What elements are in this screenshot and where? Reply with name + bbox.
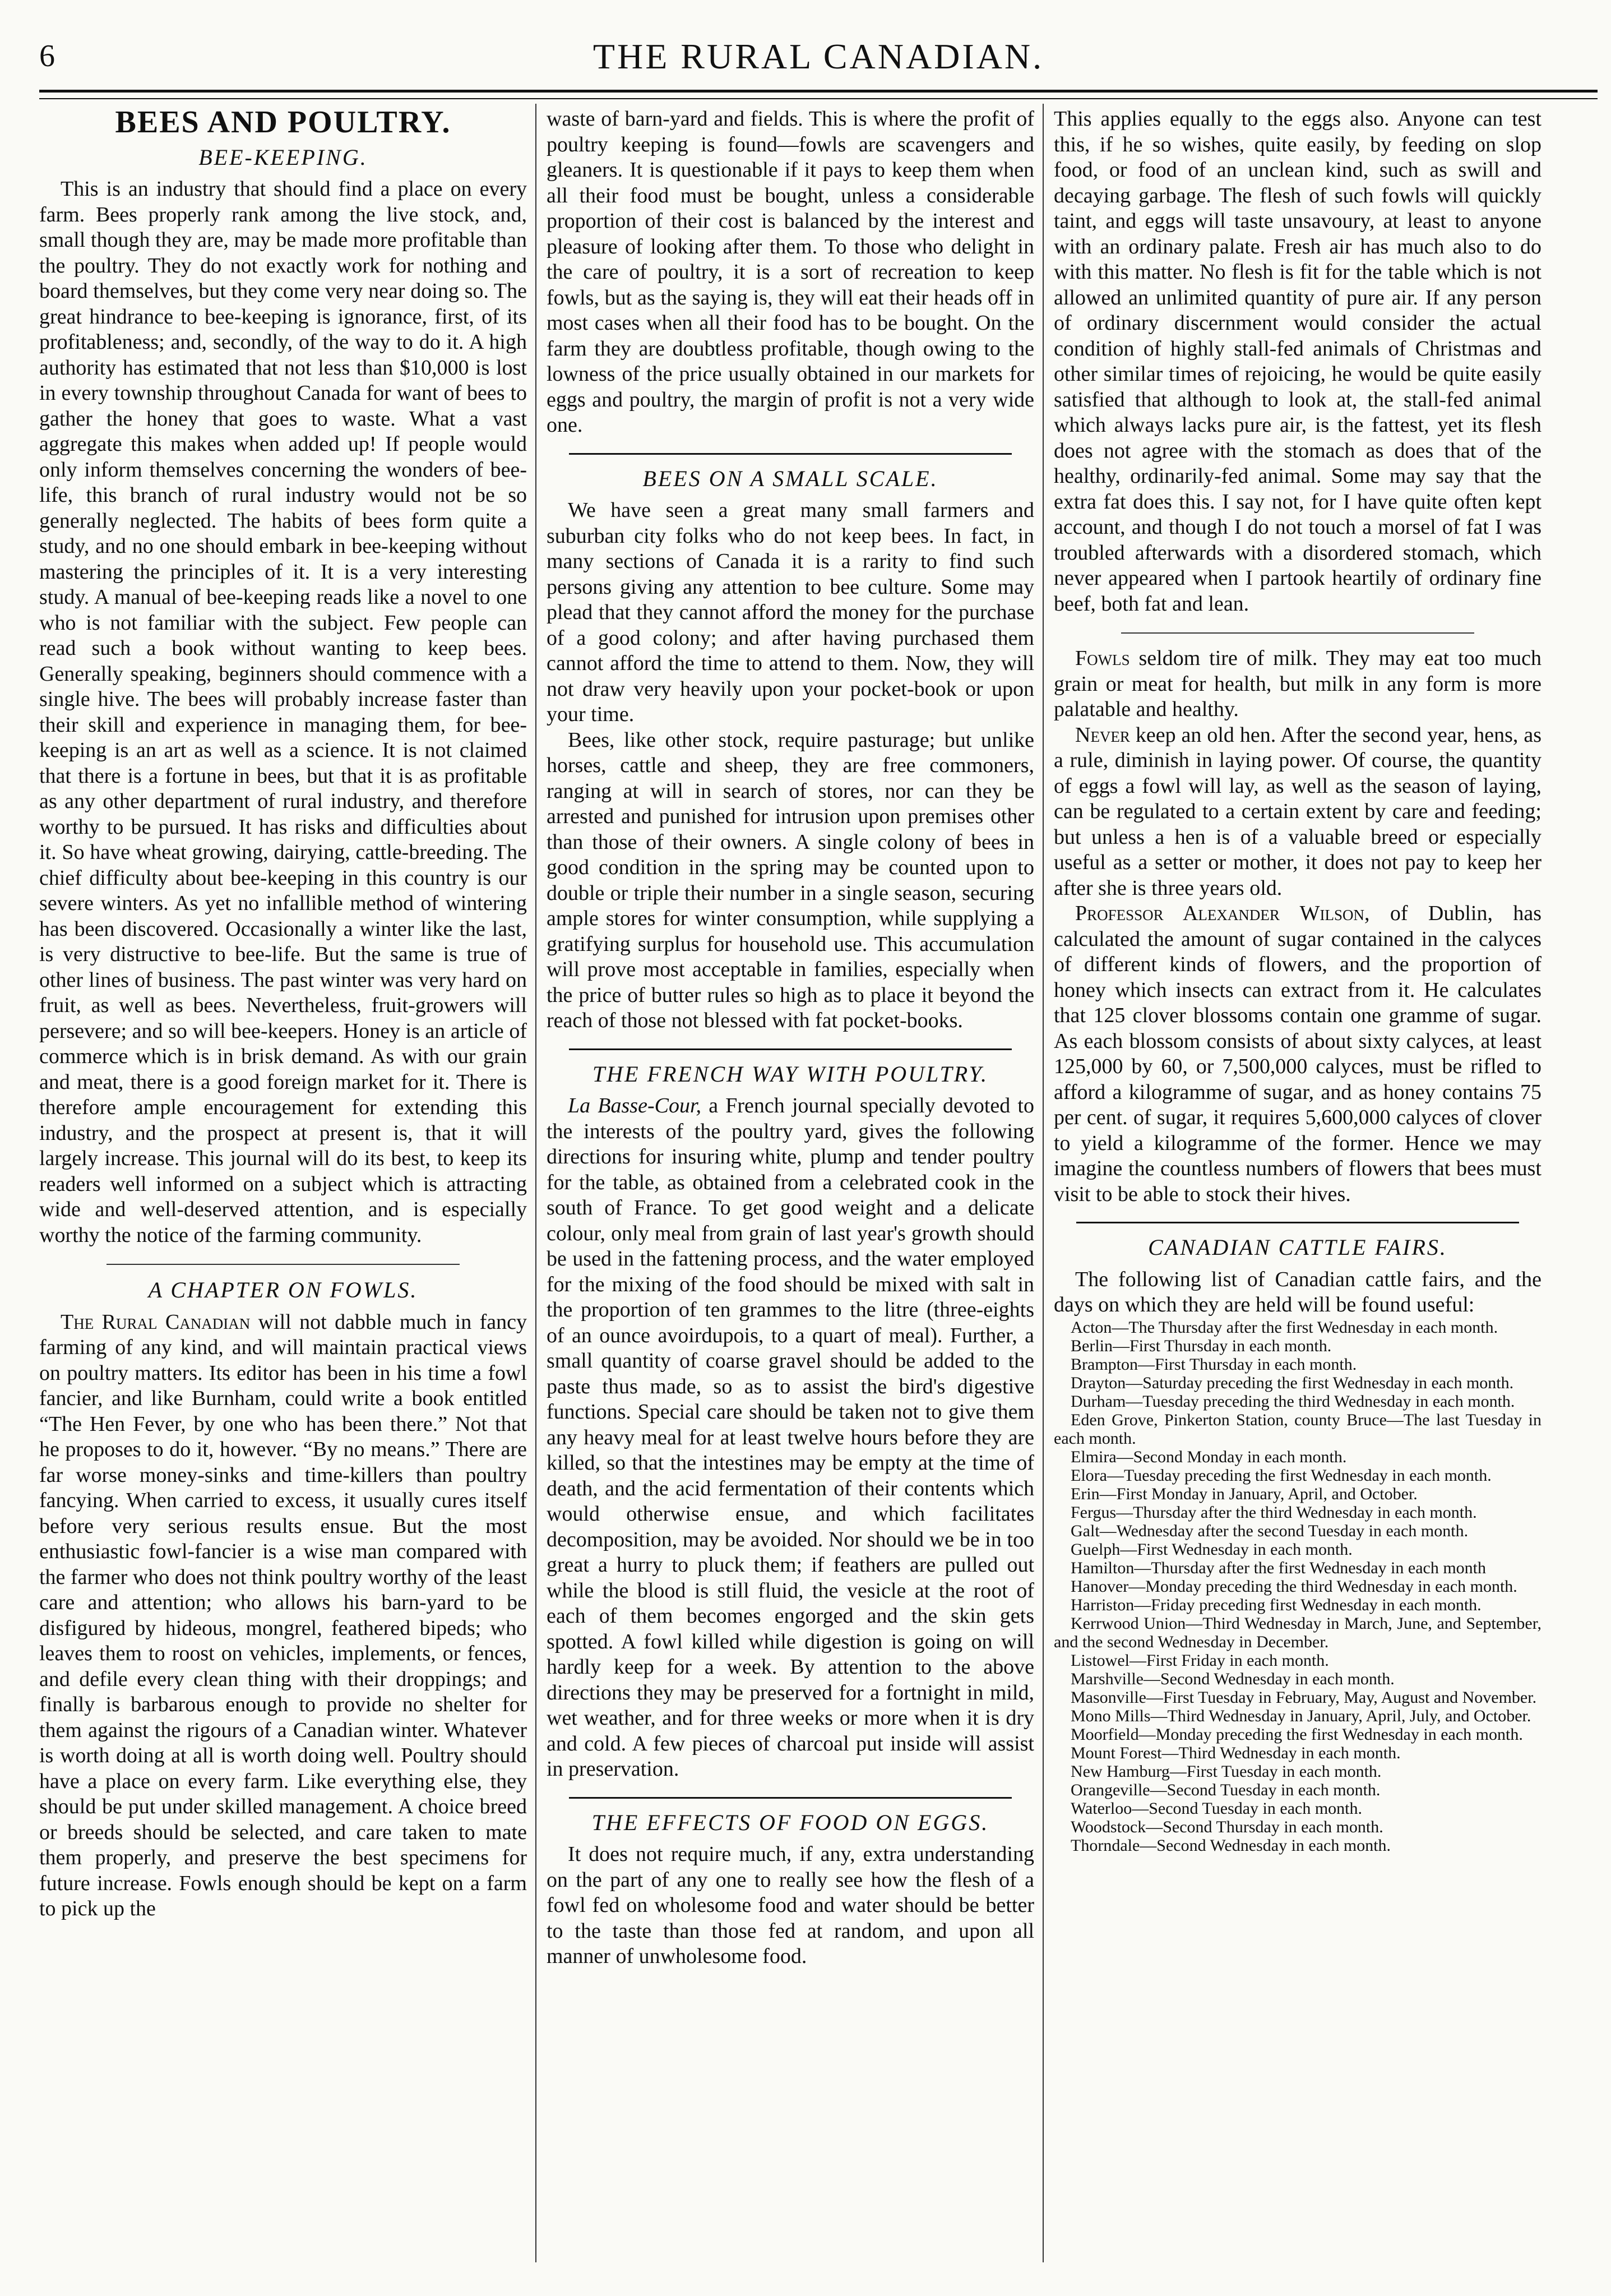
article-paragraph-continued: waste of barn-yard and fields. This is where the profit of poultry keeping is found—fowls are scavengers and gleaners. It is questionable if it pays to keep them when all their food must be bought, unless a considerable proportion of their cost is balanced by the interest and pleasure of looking after them. To those who delight in the care of poultry, it is a sort of recreation to keep fowls, but as the saying is, they will eat their heads off in most cases when all their food has to be bought. On the farm they are doubtless profitable, though owing to the lowness of the price usually obtained in our markets for eggs and poultry, the margin of profit is not a very wide one.	[547, 107, 1034, 437]
masthead: THE RURAL CANADIAN.	[592, 36, 1044, 76]
article-divider	[569, 1048, 1012, 1050]
fairs-intro: The following list of Canadian cattle fairs, and the days on which they are held will be found useful:	[1054, 1267, 1541, 1316]
fair-entry: Thorndale—Second Wednesday in each month.	[1071, 1836, 1391, 1855]
fair-entry: Elmira—Second Monday in each month.	[1071, 1447, 1347, 1466]
page-header	[39, 34, 1598, 87]
fair-entry: New Hamburg—First Tuesday in each month.	[1071, 1762, 1382, 1781]
lead-words: Never	[1075, 723, 1130, 747]
paragraph-text: seldom tire of milk. They may eat too much grain or meat for health, but milk in any form is more palatable and healthy.	[1054, 646, 1541, 721]
fair-entry: Erin—First Monday in January, April, and October.	[1071, 1484, 1418, 1503]
fair-entry: Eden Grove, Pinkerton Station, county Bruce—The last Tuesday in each month.	[1054, 1410, 1541, 1448]
note-paragraph	[1054, 723, 1541, 902]
fair-entry: Mono Mills—Third Wednesday in January, April, July, and October.	[1071, 1706, 1531, 1725]
fair-entry: Hamilton—Thursday after the first Wednesday in each month	[1071, 1558, 1486, 1577]
lead-words: La Basse-Cour,	[568, 1094, 702, 1117]
fair-entry: Woodstock—Second Thursday in each month.	[1071, 1817, 1383, 1836]
article-divider	[1121, 632, 1474, 634]
fair-entry: Hanover—Monday preceding the third Wednesday in each month.	[1071, 1577, 1517, 1596]
article-paragraph: We have seen a great many small farmers and suburban city folks who do not keep bees. In fact, in many sections of Canada it is a rarity to find such persons giving any attention to bee culture. Some may plead that they cannot afford the money for the purchase of a good colony; and after having purchased them cannot afford the time to attend to them. Now, they will not draw very heavily upon your pocket-book or upon your time.	[547, 498, 1034, 726]
article-paragraph: It does not require much, if any, extra understanding on the part of any one to really see how the flesh of a fowl fed on wholesome food and water should be better to the taste than those fed at random, and upon all manner of unwholesome food.	[547, 1842, 1034, 1968]
article-title-bee-keeping: BEE-KEEPING.	[198, 144, 368, 170]
lead-words: Professor Alexander Wilson,	[1075, 902, 1370, 925]
paragraph-text: keep an old hen. After the second year, hens, as a rule, diminish in laying power. Of course, the quantity of eggs a fowl will lay, as well as the season of laying, can be regulated to a certain extent by care and feeding; but unless a hen is of a valuable breed or especially useful as a setter or mother, it does not pay to keep her after she is three years old.	[1054, 723, 1541, 900]
header-rule-thick	[39, 90, 1598, 93]
paragraph-text: a French journal specially devoted to the interests of the poultry yard, gives the following directions for insuring white, plump and tender poultry for the table, as obtained from a celebrated cook in the south of France. To get good weight and a delicate colour, only meal from grain of last year's growth should be used in the fattening process, and the water employed for the mixing of the food should be mixed with salt in the proportion of ten grammes to the litre (three-eights of an ounce avoirdupois, to a quart of meal). Further, a small quantity of coarse gravel should be added to the paste thus made, so as to assist the bird's digestive functions. Special care should be taken not to give them any heavy meal for at least twelve hours before they are killed, so that the intestines may be empty at the time of death, and the acid fermentation of their contents which would otherwise ensue, and which facilitates decomposition, may be avoided. Nor should we be in too great a hurry to pluck them; if feathers are pulled out while the blood is still fluid, the vesicle at the root of each of them becomes engorged and the skin gets spotted. A fowl killed while digestion is going on will hardly keep for a week. By attention to the above directions they may be preserved for a fortnight in mild, wet weather, and for three weeks or more when it is dry and cold. A few pieces of charcoal put inside will assist in preservation.	[547, 1094, 1034, 1781]
column-2	[547, 107, 1034, 2260]
fair-entry: Harriston—Friday preceding first Wednesday in each month.	[1071, 1595, 1482, 1614]
article-title-fairs: CANADIAN CATTLE FAIRS.	[1148, 1235, 1447, 1260]
lead-words: Fowls	[1075, 646, 1130, 670]
paragraph-text: of Dublin, has calculated the amount of sugar contained in the calyces of different kinds of flowers, and the proportion of honey which insects can extract from it. He calculates that 125 clover blossoms contain one gramme of sugar. As each blossom consists of about sixty calyces, at least 125,000 by 60, or 7,500,000 calyces, must be rifled to afford a kilogramme of sugar, and as honey contains 75 per cent. of sugar, it requires 5,600,000 calyces of clover to yield a kilogramme of the former. Hence we may imagine the countless numbers of flowers that bees must visit to be able to stock their hives.	[1054, 902, 1541, 1206]
article-title-french: THE FRENCH WAY WITH POULTRY.	[592, 1061, 989, 1087]
note-paragraph	[1054, 901, 1541, 1207]
article-divider	[569, 453, 1012, 455]
column-3	[1054, 107, 1541, 2260]
fair-entry: Fergus—Thursday after the third Wednesday in each month.	[1071, 1503, 1477, 1522]
fair-entry: Galt—Wednesday after the second Tuesday in each month.	[1071, 1521, 1469, 1540]
fairs-list	[1054, 1318, 1541, 1855]
page-number: 6	[39, 39, 55, 73]
fair-entry: Drayton—Saturday preceding the first Wednesday in each month.	[1071, 1373, 1514, 1392]
fair-entry: Durham—Tuesday preceding the third Wednesday in each month.	[1071, 1392, 1515, 1411]
fair-entry: Elora—Tuesday preceding the first Wednesday in each month.	[1071, 1466, 1492, 1485]
article-paragraph: This is an industry that should find a place on every farm. Bees properly rank among the live stock, and, small though they are, may be made more profitable than the poultry. They do not exactly work for nothing and board themselves, but they come very near doing so. The great hindrance to bee-keeping is ignorance, first, of its profitableness; and, secondly, of the way to do it. A high authority has estimated that not less than $10,000 is lost in every township throughout Canada for want of bees to gather the honey that goes to waste. What a vast aggregate this makes when added up! If people would only inform themselves concerning the wonders of bee-life, this branch of rural industry would not be so generally neglected. The habits of bees form quite a study, and no one should embark in bee-keeping without mastering the principles of it. It is a very interesting study. A manual of bee-keeping reads like a novel to one who is not familiar with the subject. Few people can read such a book without wanting to keep bees. Generally speaking, beginners should commence with a single hive. The bees will probably increase faster than their skill and experience in managing them, for bee-keeping is an art as well as a science. It is not claimed that there is a fortune in bees, but that it is as profitable as any other department of rural industry, and therefore worthy to be pursued. It has risks and difficulties about it. So have wheat growing, dairying, cattle-breeding. The chief difficulty about bee-keeping in this country is our severe winters. As yet no infallible method of wintering has been discovered. Occasionally a winter like the last, is very distructive to bee-life. But the same is true of other lines of business. The past winter was very hard on fruit, as well as bees. Nevertheless, fruit-growers will persevere; and so will bee-keepers. Honey is an article of commerce which is in brisk demand. As with our grain and meat, there is a good foreign market for it. There is therefore ample encouragement for extending this industry, and the prospect at present is, that it will largely increase. This journal will do its best, to keep its readers well informed on a subject which is attracting wide and well-deserved attention, and is especially worthy the notice of the farming community.	[39, 177, 527, 1247]
article-divider	[1076, 1222, 1519, 1223]
article-title-small-scale: BEES ON A SMALL SCALE.	[642, 465, 938, 491]
article-paragraph: Bees, like other stock, require pasturage; but unlike horses, cattle and sheep, they are free commoners, ranging at will in search of stores, nor can they be arrested and punished for intrusion upon premises other than those of their owners. A single colony of bees in good condition in the spring may be counted upon to double or triple their number in a single season, securing ample stores for winter consumption, while supplying a gratifying surplus for household use. This accumulation will prove most acceptable in families, especially when the price of butter rules so high as to place it beyond the reach of those not blessed with fat pocket-books.	[547, 728, 1034, 1032]
note-paragraph	[1054, 646, 1541, 723]
article-paragraph-continued: This applies equally to the eggs also. Anyone can test this, if he so wishes, quite easily, by feeding on slop food, or food of an unclean kind, such as swill and decaying garbage. The flesh of such fowls will quickly taint, and eggs will taste unsavoury, at least to anyone with an ordinary palate. Fresh air has much also to do with this matter. No flesh is fit for the table which is not allowed an unlimited quantity of pure air. If any person of ordinary discernment would consider the actual condition of highly stall-fed animals of Christmas and other similar times of rejoicing, he would be quite easily satisfied that although to look at, the stall-fed animal which always lacks pure air, is the fattest, yet its flesh does not agree with the stomach as does that of the healthy, ordinarily-fed animal. Some may say that the extra fat does this. I say not, for I have quite often kept account, and though I do not touch a morsel of fat I was troubled afterwards with a disordered stomach, which never appeared when I partook heartily of ordinary fine beef, both fat and lean.	[1054, 107, 1541, 616]
column-divider-2	[1043, 104, 1044, 2262]
paragraph-text: will not dabble much in fancy farming of any kind, and will maintain practical views on poultry matters. Its editor has been in his time a fowl fancier, and like Burnham, could write a book entitled “The Hen Fever, by one who has been there.” Not that he proposes to do it, however. “By no means.” There are far worse money-sinks and time-killers than poultry fancying. When carried to excess, it usually cures itself before very serious results ensue. But the most enthusiastic fowl-fancier is a wise man compared with the farmer who does not think poultry worthy of the least care and attention; who allows his barn-yard to be disfigured by hideous, mongrel, feathered bipeds; who leaves them to roost on vehicles, implements, or fences, and defile every clean thing with their droppings; and finally is barbarous enough to provide no shelter for them against the rigours of a Canadian winter. Whatever is worth doing at all is worth doing well. Poultry should have a place on every farm. Like everything else, they should be put under skilled management. A choice breed or breeds should be selected, and care taken to mate them properly, and preserve the best specimens for future increase. Fowls enough should be kept on a farm to pick up the	[39, 1310, 527, 1920]
fair-entry: Listowel—First Friday in each month.	[1071, 1651, 1329, 1670]
article-divider	[569, 1797, 1012, 1799]
fair-entry: Kerrwood Union—Third Wednesday in March, June, and September, and the second Wednesday in December.	[1054, 1614, 1541, 1651]
article-divider	[107, 1264, 460, 1265]
fair-entry: Waterloo—Second Tuesday in each month.	[1071, 1799, 1363, 1818]
article-paragraph	[547, 1093, 1034, 1782]
fair-entry: Berlin—First Thursday in each month.	[1071, 1336, 1332, 1355]
fair-entry: Mount Forest—Third Wednesday in each month.	[1071, 1743, 1401, 1762]
lead-words: The Rural Canadian	[61, 1310, 251, 1334]
fair-entry: Masonville—First Tuesday in February, May, August and November.	[1071, 1688, 1537, 1707]
article-title-eggs: THE EFFECTS OF FOOD ON EGGS.	[591, 1809, 989, 1835]
column-1	[39, 107, 527, 2260]
fair-entry: Acton—The Thursday after the first Wednesday in each month.	[1071, 1318, 1498, 1337]
fair-entry: Moorfield—Monday preceding the first Wednesday in each month.	[1071, 1725, 1523, 1744]
fair-entry: Guelph—First Wednesday in each month.	[1071, 1540, 1353, 1559]
column-divider-1	[535, 104, 536, 2262]
fair-entry: Orangeville—Second Tuesday in each month.	[1071, 1780, 1381, 1799]
article-title-fowls: A CHAPTER ON FOWLS.	[148, 1277, 418, 1302]
fair-entry: Brampton—First Thursday in each month.	[1071, 1355, 1357, 1374]
section-title: BEES AND POULTRY.	[115, 107, 451, 140]
header-rule-thin	[39, 98, 1598, 99]
article-paragraph	[39, 1310, 527, 1922]
fair-entry: Marshville—Second Wednesday in each month.	[1071, 1669, 1395, 1688]
